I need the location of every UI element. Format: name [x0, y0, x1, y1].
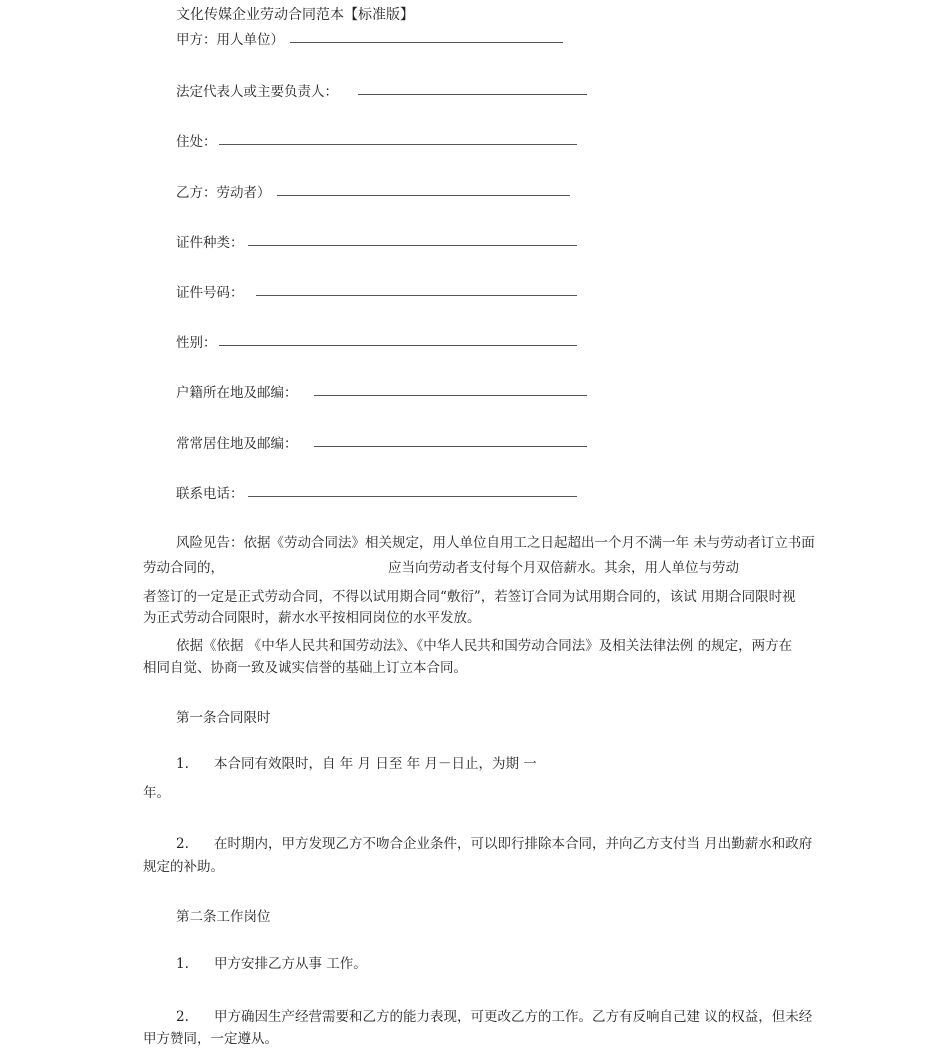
- field-label: 常常居住地及邮编：: [176, 436, 298, 452]
- article-2-item-2: [176, 1005, 812, 1025]
- field-label: 证件号码：: [176, 285, 244, 301]
- field-label: 证件种类：: [176, 235, 244, 251]
- article-2-heading: 第二条工作岗位: [176, 909, 271, 925]
- field-label: 法定代表人或主要负责人：: [176, 84, 338, 100]
- risk-notice-line: 风险见告：依据《劳动合同法》相关规定，用人单位自用工之日起超出一个月不满一年 未与劳动者订立书面: [176, 535, 815, 551]
- item-number: 1.: [176, 756, 189, 772]
- item-number: 2.: [176, 836, 189, 852]
- fill-line: [248, 496, 577, 497]
- risk-notice-line: 应当向劳动者支付每个月双倍薪水。其余，用人单位与劳动: [388, 560, 739, 576]
- item-text: 在时期内，甲方发现乙方不吻合企业条件，可以即行排除本合同，并向乙方支付当 月出勤薪水和政府: [214, 836, 813, 852]
- article-1-item-2: [176, 832, 812, 852]
- risk-notice-line: 劳动合同的，: [143, 560, 224, 576]
- field-label: 乙方：劳动者）: [176, 185, 271, 201]
- legal-basis-line: 依据《依据 《中华人民共和国劳动法》、《中华人民共和国劳动合同法》及相关法律法例 的规定，两方在: [176, 638, 793, 654]
- fill-line: [314, 395, 587, 396]
- article-1-heading: 第一条合同限时: [176, 710, 271, 726]
- fill-line: [248, 245, 577, 246]
- field-label: 甲方：用人单位）: [176, 32, 284, 48]
- field-label: 户籍所在地及邮编：: [176, 385, 298, 401]
- fill-line: [219, 345, 577, 346]
- article-2-item-2-continued: 甲方赞同，一定遵从。: [143, 1031, 278, 1047]
- article-1-item-1-continued: 年。: [143, 785, 170, 801]
- fill-line: [290, 42, 563, 43]
- item-number: 2.: [176, 1009, 189, 1025]
- item-text: 甲方确因生产经营需要和乙方的能力表现，可更改乙方的工作。乙方有反响自己建 议的权益，但未经: [214, 1009, 813, 1025]
- item-text: 甲方安排乙方从事 工作。: [214, 956, 367, 972]
- article-1-item-2-continued: 规定的补助。: [143, 859, 224, 875]
- field-label: 性别：: [176, 335, 217, 351]
- article-1-item-1: [176, 752, 537, 772]
- fill-line: [277, 195, 570, 196]
- document-title: 文化传媒企业劳动合同范本【标准版】: [176, 7, 414, 23]
- fill-line: [314, 446, 587, 447]
- item-text: 本合同有效限时，自 年 月 日至 年 月－日止，为期 一: [214, 756, 537, 772]
- risk-notice-line: 者签订的一定是正式劳动合同，不得以试用期合同“敷衍”，若签订合同为试用期合同的，该试 用期合同限时视: [143, 589, 796, 605]
- fill-line: [256, 295, 577, 296]
- fill-line: [219, 144, 577, 145]
- item-number: 1.: [176, 956, 189, 972]
- fill-line: [358, 94, 587, 95]
- legal-basis-line: 相同自觉、协商一致及诚实信誉的基础上订立本合同。: [143, 660, 467, 676]
- article-2-item-1: [176, 952, 367, 972]
- risk-notice-line: 为正式劳动合同限时，薪水水平按相同岗位的水平发放。: [143, 610, 481, 626]
- field-label: 住处：: [176, 134, 217, 150]
- field-label: 联系电话：: [176, 486, 244, 502]
